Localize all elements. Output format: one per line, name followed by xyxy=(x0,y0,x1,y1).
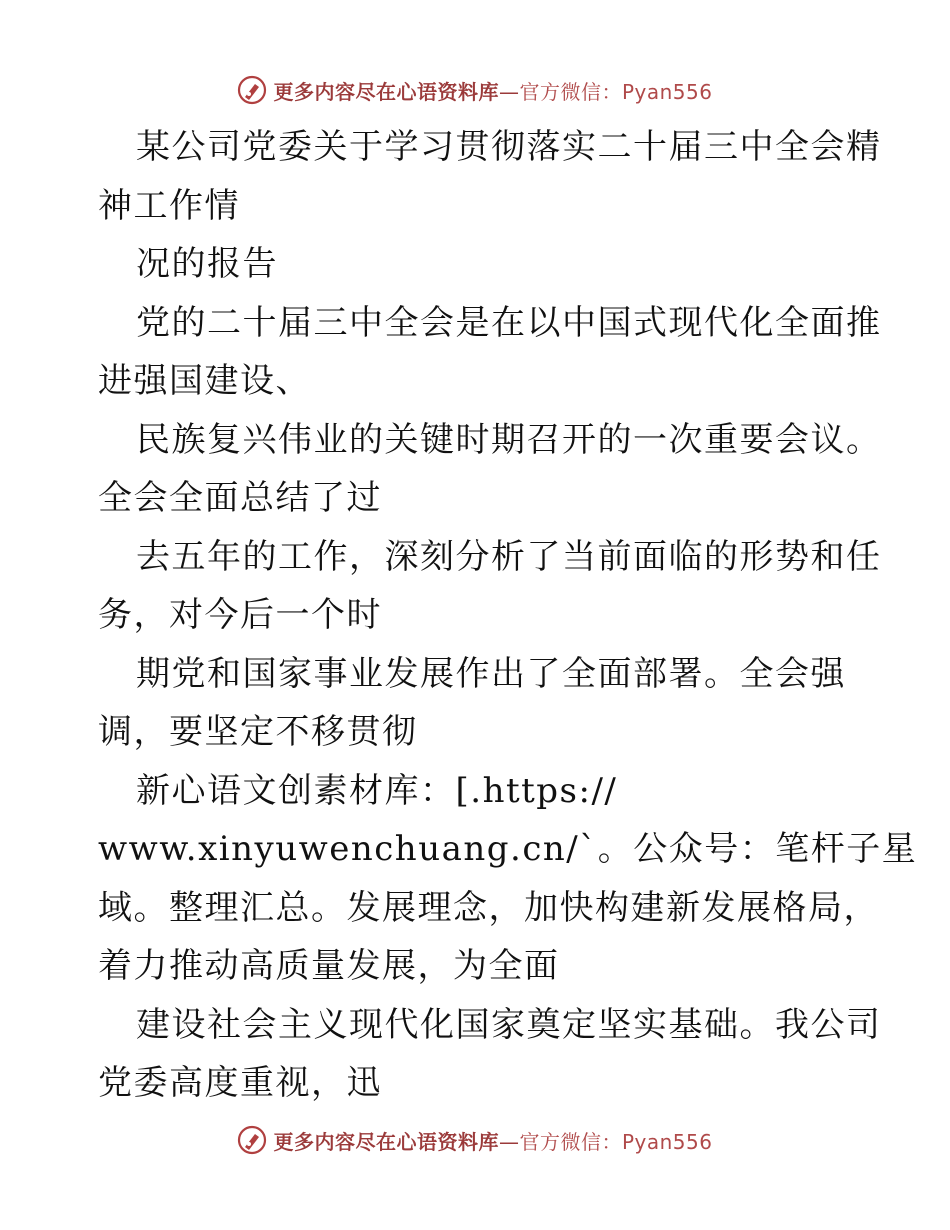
header-watermark xyxy=(0,70,950,110)
footer-watermark xyxy=(0,1120,950,1160)
text-line: 况的报告 xyxy=(136,244,278,284)
document-body xyxy=(98,118,918,1113)
text-line: 调，要坚定不移贯彻 xyxy=(98,712,418,752)
pen-nib-logo-icon xyxy=(237,75,267,105)
pen-nib-logo-icon xyxy=(237,1125,267,1155)
footer-separator: — xyxy=(498,1129,520,1154)
text-line: www.xinyuwenchuang.cn/`。公众号：笔杆子星 xyxy=(98,829,918,869)
header-separator: — xyxy=(498,79,520,104)
text-line: 域。整理汇总。发展理念，加快构建新发展格局， xyxy=(98,887,879,928)
text-line: 期党和国家事业发展作出了全面部署。全会强 xyxy=(136,653,846,694)
text-line: 新心语文创素材库：[.https:// xyxy=(136,770,618,811)
text-line: 进强国建设、 xyxy=(98,361,311,401)
text-line: 去五年的工作，深刻分析了当前面临的形势和任 xyxy=(136,536,882,577)
text-line: 党委高度重视，迅 xyxy=(98,1063,382,1103)
text-line: 神工作情 xyxy=(98,185,240,226)
text-line: 着力推动高质量发展，为全面 xyxy=(98,946,560,986)
text-line: 建设社会主义现代化国家奠定坚实基础。我公司 xyxy=(136,1004,882,1045)
header-contact: 官方微信：Pyan556 xyxy=(519,79,713,104)
footer-contact: 官方微信：Pyan556 xyxy=(519,1129,713,1154)
text-line: 某公司党委关于学习贯彻落实二十届三中全会精 xyxy=(136,127,882,167)
header-watermark-text: 更多内容尽在心语资料库 xyxy=(273,79,499,104)
text-line: 民族复兴伟业的关键时期召开的一次重要会议。 xyxy=(136,419,882,460)
text-line: 务，对今后一个时 xyxy=(98,595,382,635)
text-line: 全会全面总结了过 xyxy=(98,478,382,518)
footer-watermark-text: 更多内容尽在心语资料库 xyxy=(273,1129,499,1154)
text-line: 党的二十届三中全会是在以中国式现代化全面推 xyxy=(136,302,882,343)
